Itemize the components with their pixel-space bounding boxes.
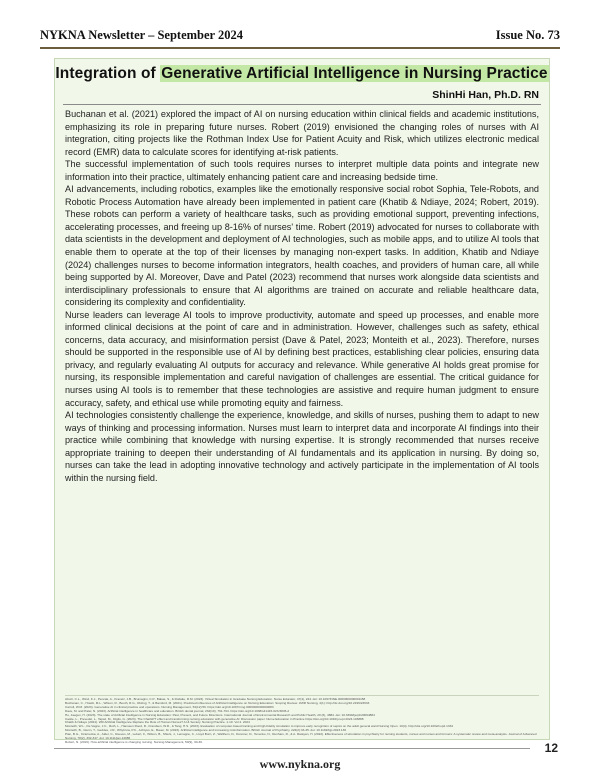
- title-highlight: Generative Artificial Intelligence in Nursing Practice: [161, 65, 548, 82]
- reference-item: Abuzr, C.L., Wind, K.J., Pencak, A., Kravetz, J.B., Brumagim, C.P., Bakas, S., & Rollatte, R.M. (2023). Virtual Simulation in Graduate Nursing Education. Nurse Educator, 47(4), 224. doi: 10.1097/NNE.0000000000001158: [65, 697, 366, 701]
- page-number-divider: [54, 748, 530, 749]
- newsletter-header: [40, 28, 560, 44]
- article-title: [55, 65, 549, 83]
- body-paragraph: Buchanan et al. (2021) explored the impact of AI on nursing education within clinical fields and academic institutions, emphasizing its role in preparing future nurses. Robert (2019) envisioned the changing roles of nurses with AI integration, citing projects like the Rothman Index Use for Patient Acuity and Risk, which utilizes electronic medical record (EMR) data to calculate scores for identifying at-risk patients.: [65, 109, 539, 157]
- reference-item: Castle, L., Prevedel, L., Tapaz, M., Digits, G. (2023). The ChatGPT effect and transforming nursing education with generative AI: Discussion paper. Nurse Education in Practice https://doi.org/10.1016/j.nepr.2024.103888: [65, 716, 364, 721]
- page-number: 12: [544, 741, 558, 755]
- title-divider: [63, 104, 541, 105]
- reference-item: Monteith, W.L., De Vagno, J.C., Roth, L., Hanssen Rood, R., Frandsen, W.R., & Tang, H.S. (2023). Evaluation of computer-based training and high-fidelity simulation to improve early recognition of sepsis on the adult general ward Nursing Open. 10(4). http://doi.org/10.1002/nop2.1334: [65, 724, 454, 729]
- reference-item: Ho, Jaegen, H. (2023). The state of Artificial Intelligence in Nursing Education: Past, Present, and Future Directions. International Journal of Environmental Research and Public Health, 20 (6), 4884. doi: 10.3390/ijerph20064884: [65, 712, 375, 717]
- issue-number: Issue No. 73: [495, 28, 560, 42]
- footer-website-link[interactable]: www.nykna.org: [259, 757, 341, 771]
- reference-item: Robert, N. (2019). How artificial intelligence is changing nursing. Nursing Management, 50(9), 30-39.: [65, 739, 203, 744]
- reference-item: Buchanan, C., Howitt, M.L., Wilson, R., Booth, R.G., Risling, T., & Bamford, M. (2021). Predicted influences of Artificial Intelligence on Nursing Education: Scoping Review. JMIR Nursing, 4(1): http://dx.doi.org/10.2196/23933: [65, 700, 370, 705]
- header-divider: [40, 47, 560, 49]
- reference-item: Monteith, B., Glenn, T., Geddes, J.R., Whybrow, P.C., Achtyes, E., Bauer, M. (2023). Artificial intelligence and increasing misinformation. British Journal of Psychiatry, 224(2):33-35. doi: 10.1192/bjp.2023.136: [65, 728, 347, 733]
- body-paragraph: AI advancements, including robotics, examples like the emotionally responsive social robot Sophia, Tele-Robots, and Robotic Process Automation have already been implemented in patient care (Khatib & Ndiaye, 2024; Robert, 2019). These robots can perform a variety of healthcare tasks, such as providing emotional support, preventing infections, accelerating processes, and freeing up 8-16% of nurses' time. Robert (2019) advocated for nurses to collaborate with data scientists in the development and deployment of AI technologies, such as mobile apps, and to utilize AI tools that enable them to operate at the top of their licenses by managing non-expert tasks. In addition, Khatib and Ndiaye (2024) challenges nurses to become information integrators, health coaches, and providers of human care, all while being supported by AI. Moreover, Dave and Patel (2023) recommend that nurses work alongside data scientists and interdisciplinary professionals to ensure that AI algorithms are trained on accurate and reliable healthcare data, considering its complexity and confidentiality.: [65, 184, 539, 308]
- article-panel: [54, 58, 550, 744]
- body-paragraph: AI technologies consistently challenge the experience, knowledge, and skills of nurses, pushing them to adapt to new ways of thinking and processing information. Nurses must learn to interpret data and incorporate AI findings into their practice while combining that knowledge with nursing expertise. It is strongly recommended that nurses receive appropriate training to deepen their understanding of AI fundamentals and its application in nursing. By doing so, nurses can take the lead in adopting innovative technology and actively participate in the implementation of AI tools within the nursing field.: [65, 410, 539, 483]
- newsletter-name: NYKNA Newsletter – September 2024: [40, 28, 243, 42]
- reference-item: Khatib & Ndiaye (2024). Will Artificial Intelligence Replace the Role of Human Nurses? AI & Society. Nursing Practice. 1-10. Vol 2. 2024: [65, 720, 250, 725]
- body-paragraph: Nurse leaders can leverage AI tools to improve productivity, automate and speed up processes, and enable more informed clinical decisions at the point of care and in administration. However, challenges such as safety, ethical concerns, data accuracy, and misinformation persist (Dave & Patel, 2023; Monteith et al., 2023). Therefore, nurses should be supported in the responsible use of AI by defining best practices, establishing clear policies, ensuring data privacy, and regularly evaluating AI outputs for accuracy and relevance. While generative AI holds great promise for nursing, its responsible implementation and careful navigation of challenges are essential. The critical guidance for nurses using AI tools is to remember that these technologies are assistive and require human judgment to ensure accuracy, safety, and ethical use while promoting equity and fairness.: [65, 309, 539, 408]
- reference-item: Carroll, W.M. (2023). Generative AI in clinical practice and operations. Nursing Management, 54(12):56. https://doi.org/10.1097/nmg.0000000000000083: [65, 704, 274, 709]
- article-body: [65, 108, 539, 484]
- reference-item: Pian, B.G., Czarnecka, A., Alder, C., Reeves, M., Lebert, F., Wilson, B., Shiels, J., Lemagne, C., Lloyd Burn, Z., Walthem, D., Dosmier, D., Tenenko, N., Renham, R., & A. Ratayan, H. (2022). Effectiveness of simulation in psychiatry for nursing students, nurses and nurses and formers: A systematic review and meta-analysis. Journal of Advanced Nursing, 78(2), 332-347. doi: 10.1111/jan.14986: [65, 732, 537, 741]
- body-paragraph: The successful implementation of such tools requires nurses to interpret multiple data points and integrate new information into their practice, ultimately enhancing patient care and increasing bedside time.: [65, 159, 539, 182]
- title-prefix: Integration of: [55, 65, 161, 82]
- reference-item: Dave, M. and Patel, N. (2023). Artificial intelligence in healthcare and education. British dental journal, 234(10), 761-764. https://doi.org/10.1038/s41415-023-5845-2: [65, 708, 290, 713]
- article-author: ShinHi Han, Ph.D. RN: [432, 89, 539, 101]
- references-list: [65, 695, 539, 744]
